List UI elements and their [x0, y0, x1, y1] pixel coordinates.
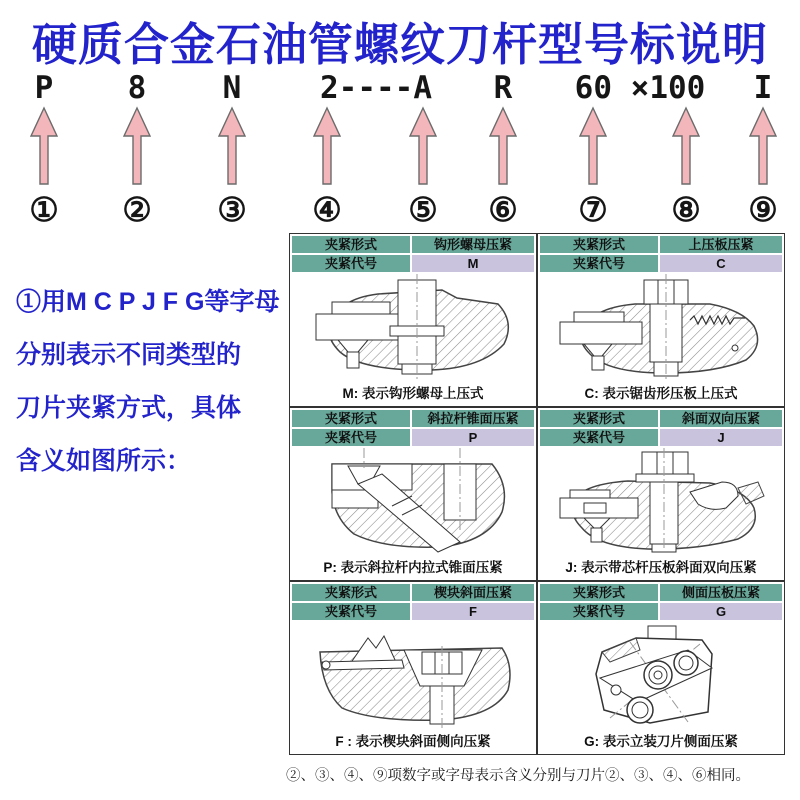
code-segment-2: 8 — [127, 70, 147, 106]
page-title: 硬质合金石油管螺纹刀杆型号标说明 — [31, 19, 768, 70]
arrow-up-icon — [671, 106, 701, 186]
code-segment-5: R — [493, 70, 513, 106]
clamp-form-value: 斜拉杆锥面压紧 — [412, 410, 534, 427]
clamp-code-value: C — [660, 255, 782, 272]
table-row — [289, 407, 786, 581]
code-segment-4: 2----A — [320, 70, 432, 106]
clamp-form-label: 夹紧形式 — [540, 410, 658, 427]
clamp-code-label: 夹紧代号 — [540, 255, 658, 272]
clamp-form-value: 斜面双向压紧 — [660, 410, 782, 427]
clamp-panel-f — [289, 581, 537, 755]
clamp-panel-m — [289, 233, 537, 407]
drawing-area — [538, 622, 784, 730]
drawing-area — [290, 448, 536, 556]
arrow-up-icon — [748, 106, 778, 186]
arrow-up-icon — [312, 106, 342, 186]
drawing-area — [290, 274, 536, 382]
clamp-code-value: G — [660, 603, 782, 620]
position-marker-2: ② — [122, 191, 152, 228]
footer-note: ②、③、④、⑨项数字或字母表示含义分别与刀片②、③、④、⑥相同。 — [286, 768, 750, 784]
note-line: 分别表示不同类型的 — [16, 341, 242, 369]
panel-caption: F : 表示楔块斜面侧向压紧 — [335, 734, 491, 749]
clamp-explanation-note — [16, 276, 286, 488]
table-row — [289, 581, 786, 755]
position-marker-5: ⑤ — [408, 191, 438, 228]
code-segment-7: I — [753, 70, 773, 106]
clamp-form-label: 夹紧形式 — [540, 236, 658, 253]
clamp-code-value: M — [412, 255, 534, 272]
position-marker-7: ⑦ — [578, 191, 608, 228]
position-marker-6: ⑥ — [488, 191, 518, 228]
clamp-form-label: 夹紧形式 — [540, 584, 658, 601]
clamp-panel-g — [537, 581, 785, 755]
panel-header — [538, 234, 784, 272]
code-segment-3: N — [222, 70, 242, 106]
position-marker-9: ⑨ — [748, 191, 778, 228]
position-marker-4: ④ — [312, 191, 342, 228]
arrow-up-icon — [217, 106, 247, 186]
clamp-form-label: 夹紧形式 — [292, 236, 410, 253]
clamp-panel-j — [537, 407, 785, 581]
panel-header — [290, 582, 536, 620]
arrow-up-icon — [29, 106, 59, 186]
code-segment-6: 60 ×100 — [574, 70, 706, 106]
arrow-up-icon — [488, 106, 518, 186]
clamp-form-value: 侧面压板压紧 — [660, 584, 782, 601]
clamp-form-label: 夹紧形式 — [292, 410, 410, 427]
drawing-area — [538, 448, 784, 556]
clamp-code-value: F — [412, 603, 534, 620]
drawing-area — [538, 274, 784, 382]
clamp-code-value: J — [660, 429, 782, 446]
clamp-panel-c — [537, 233, 785, 407]
wedge-block-clamp-drawing — [290, 622, 536, 730]
position-marker-3: ③ — [217, 191, 247, 228]
note-line: 含义如图所示： — [16, 447, 192, 475]
arrow-up-icon — [578, 106, 608, 186]
angled-pull-rod-drawing — [290, 448, 536, 556]
panel-caption: P: 表示斜拉杆内拉式锥面压紧 — [323, 560, 503, 575]
clamp-code-value: P — [412, 429, 534, 446]
panel-header — [538, 582, 784, 620]
position-marker-1: ① — [29, 191, 59, 228]
note-line: 刀片夹紧方式，具体 — [16, 394, 242, 422]
code-segment-1: P — [34, 70, 54, 106]
panel-caption: J: 表示带芯杆压板斜面双向压紧 — [565, 560, 757, 575]
clamp-code-label: 夹紧代号 — [540, 603, 658, 620]
clamp-panel-p — [289, 407, 537, 581]
clamp-form-label: 夹紧形式 — [292, 584, 410, 601]
hook-nut-clamp-drawing — [290, 274, 536, 382]
arrow-up-icon — [122, 106, 152, 186]
clamping-type-table — [289, 233, 786, 755]
drawing-area — [290, 622, 536, 730]
clamp-form-value: 上压板压紧 — [660, 236, 782, 253]
top-plate-clamp-drawing — [538, 274, 784, 382]
panel-header — [290, 408, 536, 446]
clamp-form-value: 楔块斜面压紧 — [412, 584, 534, 601]
side-plate-clamp-drawing — [538, 622, 784, 730]
panel-caption: G: 表示立装刀片侧面压紧 — [584, 734, 738, 749]
arrow-up-icon — [408, 106, 438, 186]
clamp-code-label: 夹紧代号 — [292, 603, 410, 620]
clamp-form-value: 钩形螺母压紧 — [412, 236, 534, 253]
panel-caption: M: 表示钩形螺母上压式 — [342, 386, 484, 401]
note-line: ①用M C P J F G等字母 — [16, 288, 280, 316]
clamp-code-label: 夹紧代号 — [540, 429, 658, 446]
clamp-code-label: 夹紧代号 — [292, 429, 410, 446]
position-marker-8: ⑧ — [671, 191, 701, 228]
core-rod-plate-clamp-drawing — [538, 448, 784, 556]
clamp-code-label: 夹紧代号 — [292, 255, 410, 272]
panel-header — [538, 408, 784, 446]
panel-header — [290, 234, 536, 272]
panel-caption: C: 表示锯齿形压板上压式 — [584, 386, 738, 401]
table-row — [289, 233, 786, 407]
